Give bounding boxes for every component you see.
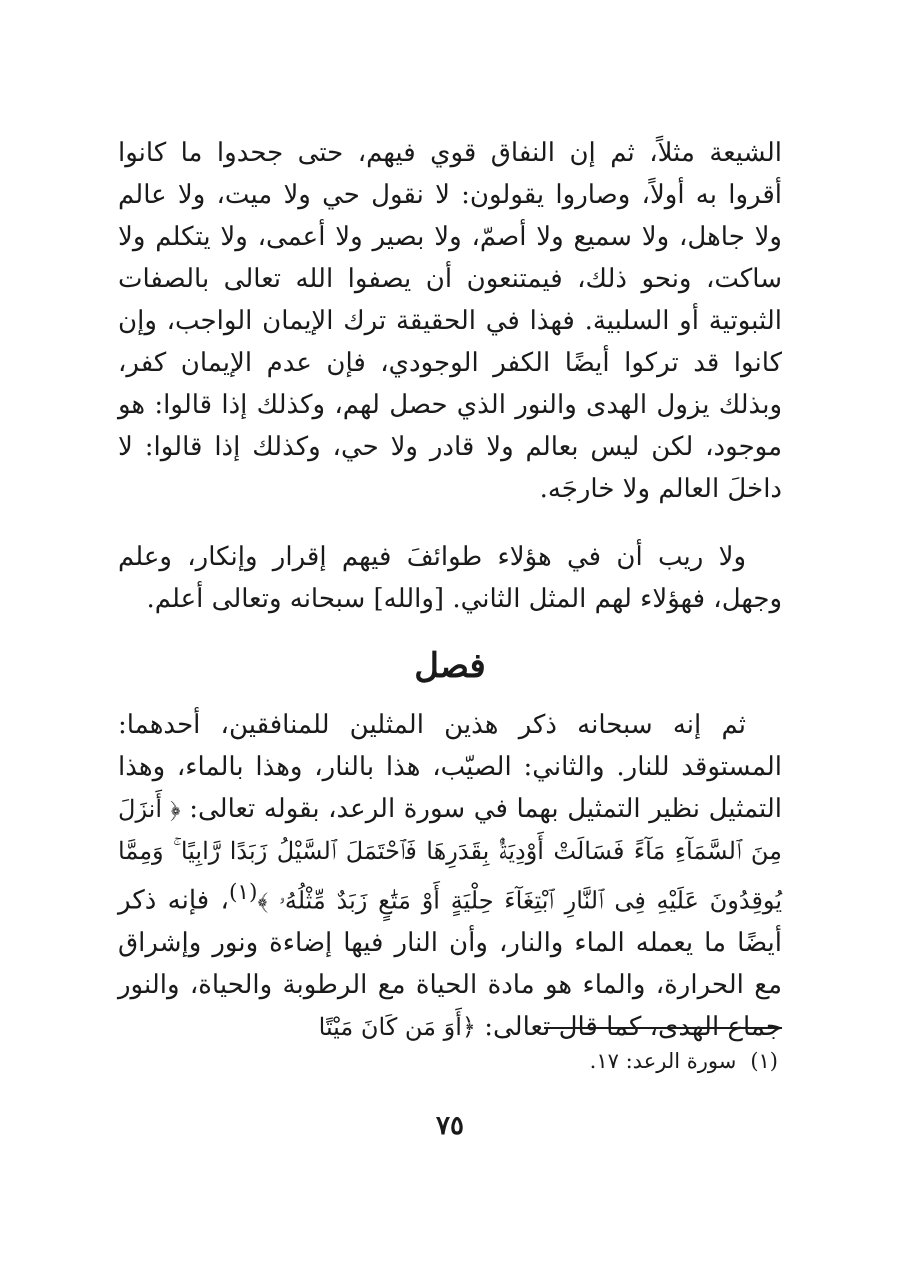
quran-quote-1: ﴿ أَنزَلَ مِنَ ٱلسَّمَآءِ مَآءً فَسَالَتْ أَوْدِيَةُۢ بِقَدَرِهَا فَٱحْتَمَلَ ٱلسَّيْلُ زَبَدًا رَّابِيًا ۚ وَمِمَّا يُوقِدُونَ عَلَيْهِ فِى ٱلنَّارِ ٱبْتِغَآءَ حِلْيَةٍ أَوْ مَتَٰعٍ زَبَدٌ مِّثْلُهُۥ ﴾ [118,795,782,915]
quran-quote-2: ﴿أَوَ مَن كَانَ مَيْتًا [318,1012,476,1041]
footnote-text: سورة الرعد: ١٧. [589,1049,737,1073]
page-number: ٧٥ [436,1111,464,1141]
footnote-reference: (١) [228,880,258,905]
footnote [138,1045,778,1077]
paragraph-3-text-before-quote: ثم إنه سبحانه ذكر هذين المثلين للمنافقين، أحدهما: المستوقد للنار. والثاني: الصيّب، هذا بالنار، وهذا بالماء، وهذا التمثيل نظير التمثيل بهما في سورة الرعد، بقوله تعالى: [118,710,782,824]
paragraph-2: ولا ريب أن في هؤلاء طوائفَ فيهم إقرار وإنكار، وعلم وجهل، فهؤلاء لهم المثل الثاني. [والله] سبحانه وتعالى أعلم. [118,542,782,614]
footnote-divider [544,1027,782,1029]
paragraph-3-text-after-quote: ، فإنه ذكر أيضًا ما يعمله الماء والنار، وأن النار فيها إضاءة ونور وإشراق مع الحرارة، والماء هو مادة الحياة مع الرطوبة والحياة، والنور جماع الهدى، كما قال تعالى: [118,885,782,1042]
paragraph-1: الشيعة مثلاً، ثم إن النفاق قوي فيهم، حتى جحدوا ما كانوا أقروا به أولاً، وصاروا يقولون: لا نقول حي ولا ميت، ولا عالم ولا جاهل، ولا سميع ولا أصمّ، ولا بصير ولا أعمى، ولا يتكلم ولا ساكت، ونحو ذلك، فيمتنعون أن يصفوا الله تعالى بالصفات الثبوتية أو السلبية. فهذا في الحقيقة ترك الإيمان الواجب، وإن كانوا قد تركوا أيضًا الكفر الوجودي، فإن عدم الإيمان كفر، وبذلك يزول الهدى والنور الذي حصل لهم، وكذلك إذا قالوا: هو موجود، لكن ليس بعالم ولا قادر ولا حي، وكذلك إذا قالوا: لا داخلَ العالم ولا خارجَه. [118,138,782,504]
footnote-number: (١) [750,1049,778,1073]
page-body [118,132,782,1048]
paragraph-3 [118,704,782,1048]
section-heading: فصل [414,646,486,686]
